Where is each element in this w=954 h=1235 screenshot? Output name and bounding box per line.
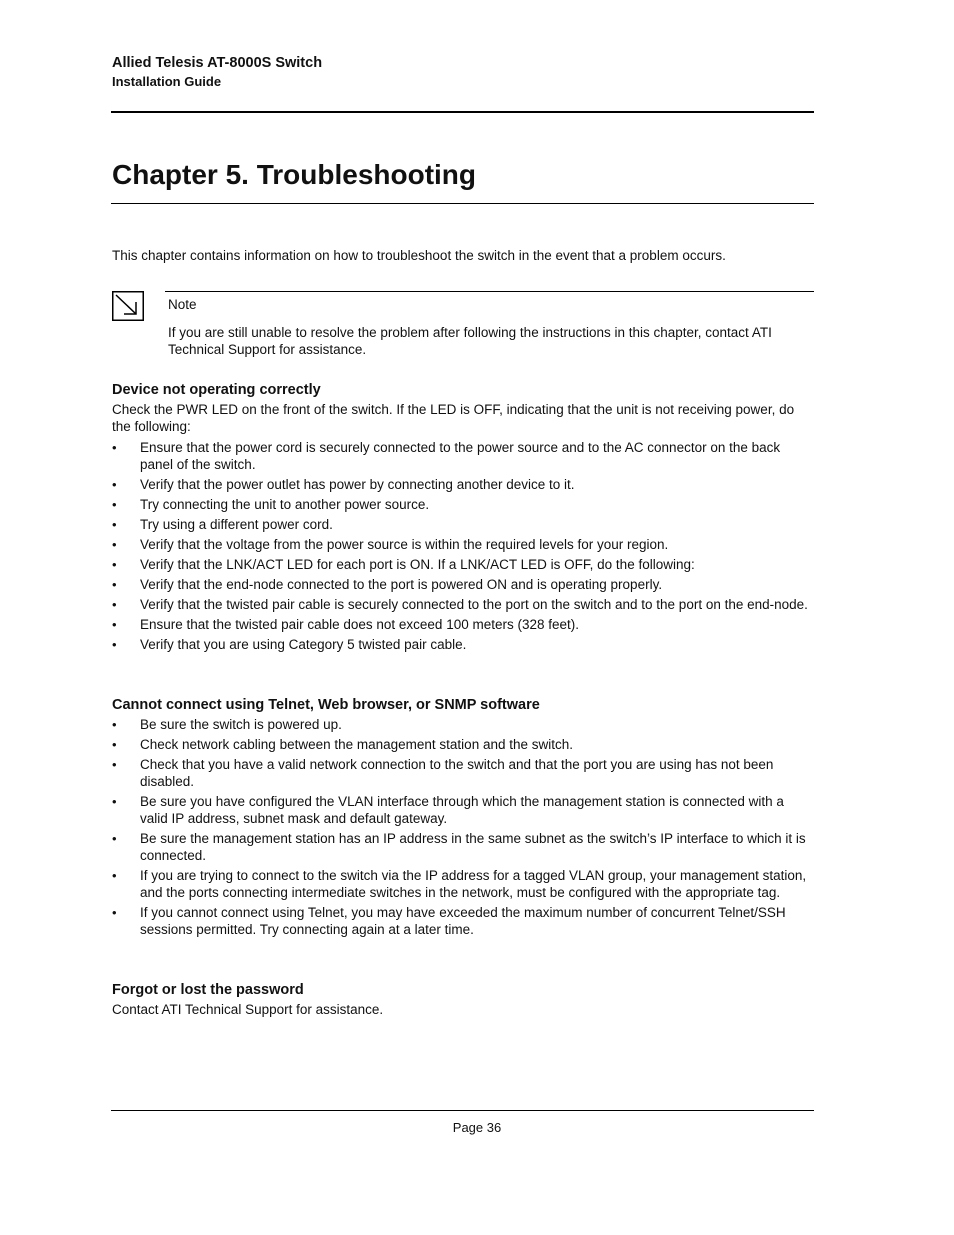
bullet-marker: • xyxy=(112,617,117,632)
list-item-text: Try connecting the unit to another power source. xyxy=(140,497,430,512)
list-item-text: Be sure the switch is powered up. xyxy=(140,717,342,732)
list-item xyxy=(112,576,814,593)
section-forgot-password xyxy=(112,982,814,1022)
document-title: Allied Telesis AT-8000S Switch xyxy=(112,55,323,71)
note-text: If you are still unable to resolve the problem after following the instructions in this chapter, contact ATI Technical Support for assistance. xyxy=(168,325,772,357)
list-item xyxy=(112,756,814,790)
list-item-text: Verify that the end-node connected to the port is powered ON and is operating properly. xyxy=(140,577,663,592)
list-item-text: Verify that the twisted pair cable is securely connected to the port on the switch and to the port on the end-node. xyxy=(140,597,808,612)
list-item xyxy=(112,439,814,473)
list-item-text: Check network cabling between the management station and the switch. xyxy=(140,737,574,752)
bullet-marker: • xyxy=(112,577,117,592)
bullet-marker: • xyxy=(112,757,117,772)
list-item xyxy=(112,904,814,938)
note-label: Note xyxy=(168,297,197,312)
list-item xyxy=(112,496,814,513)
bullet-list xyxy=(112,439,814,653)
bullet-marker: • xyxy=(112,497,117,512)
note-icon xyxy=(112,291,144,321)
bullet-marker: • xyxy=(112,717,117,732)
section-device-not-operating xyxy=(112,382,814,656)
list-item-text: Verify that the voltage from the power source is within the required levels for your region. xyxy=(140,537,669,552)
section-cannot-connect xyxy=(112,697,814,941)
bullet-marker: • xyxy=(112,637,117,652)
list-item xyxy=(112,536,814,553)
list-item xyxy=(112,716,814,733)
chapter-title: Chapter 5. Troubleshooting xyxy=(112,159,477,190)
intro-paragraph: This chapter contains information on how to troubleshoot the switch in the event that a problem occurs. xyxy=(112,248,726,263)
list-item-text: Verify that you are using Category 5 twisted pair cable. xyxy=(140,637,467,652)
list-item-text: Ensure that the power cord is securely connected to the power source and to the AC connector on the back panel of the switch. xyxy=(140,440,781,472)
section-heading: Forgot or lost the password xyxy=(112,982,304,998)
list-item-text: Check that you have a valid network connection to the switch and that the port you are using has not been disabled. xyxy=(140,757,774,789)
list-item-text: If you are trying to connect to the switch via the IP address for a tagged VLAN group, your management station, and the ports connecting intermediate switches in the network, must be configured with the appropriate tag. xyxy=(140,868,807,900)
list-item xyxy=(112,830,814,864)
section-heading: Cannot connect using Telnet, Web browser, or SNMP software xyxy=(112,697,540,713)
list-item-text: Verify that the LNK/ACT LED for each port is ON. If a LNK/ACT LED is OFF, do the following: xyxy=(140,557,695,572)
list-item xyxy=(112,867,814,901)
document-subtitle: Installation Guide xyxy=(112,74,222,89)
bullet-marker: • xyxy=(112,831,117,846)
page-number: Page 36 xyxy=(452,1120,502,1135)
list-item xyxy=(112,596,814,613)
list-item-text: Try using a different power cord. xyxy=(140,517,333,532)
bullet-marker: • xyxy=(112,905,117,920)
list-item-text: Be sure you have configured the VLAN interface through which the management station is connected with a valid IP address, subnet mask and default gateway. xyxy=(140,794,784,826)
list-item xyxy=(112,616,814,633)
bullet-marker: • xyxy=(112,868,117,883)
list-item-text: Be sure the management station has an IP address in the same subnet as the switch’s IP interface to which it is connected. xyxy=(140,831,806,863)
note-divider xyxy=(165,291,814,292)
bullet-marker: • xyxy=(112,557,117,572)
bullet-list xyxy=(112,716,814,938)
bullet-marker: • xyxy=(112,794,117,809)
list-item-text: If you cannot connect using Telnet, you may have exceeded the maximum number of concurrent Telnet/SSH sessions permitted. Try connecting again at a later time. xyxy=(140,905,786,937)
bullet-marker: • xyxy=(112,597,117,612)
list-item xyxy=(112,516,814,533)
list-item-text: Ensure that the twisted pair cable does not exceed 100 meters (328 feet). xyxy=(140,617,580,632)
list-item xyxy=(112,476,814,493)
list-item xyxy=(112,793,814,827)
bullet-marker: • xyxy=(112,737,117,752)
list-item xyxy=(112,736,814,753)
section-heading: Device not operating correctly xyxy=(112,382,321,398)
footer-divider xyxy=(111,1110,814,1111)
chapter-divider xyxy=(111,203,814,204)
list-item xyxy=(112,556,814,573)
bullet-marker: • xyxy=(112,440,117,455)
header-divider xyxy=(111,111,814,113)
bullet-marker: • xyxy=(112,537,117,552)
list-item-text: Verify that the power outlet has power by connecting another device to it. xyxy=(140,477,575,492)
bullet-marker: • xyxy=(112,477,117,492)
bullet-marker: • xyxy=(112,517,117,532)
section-paragraph: Check the PWR LED on the front of the switch. If the LED is OFF, indicating that the unit is not receiving power, do the following: xyxy=(112,402,795,434)
section-paragraph: Contact ATI Technical Support for assistance. xyxy=(112,1002,384,1017)
list-item xyxy=(112,636,814,653)
